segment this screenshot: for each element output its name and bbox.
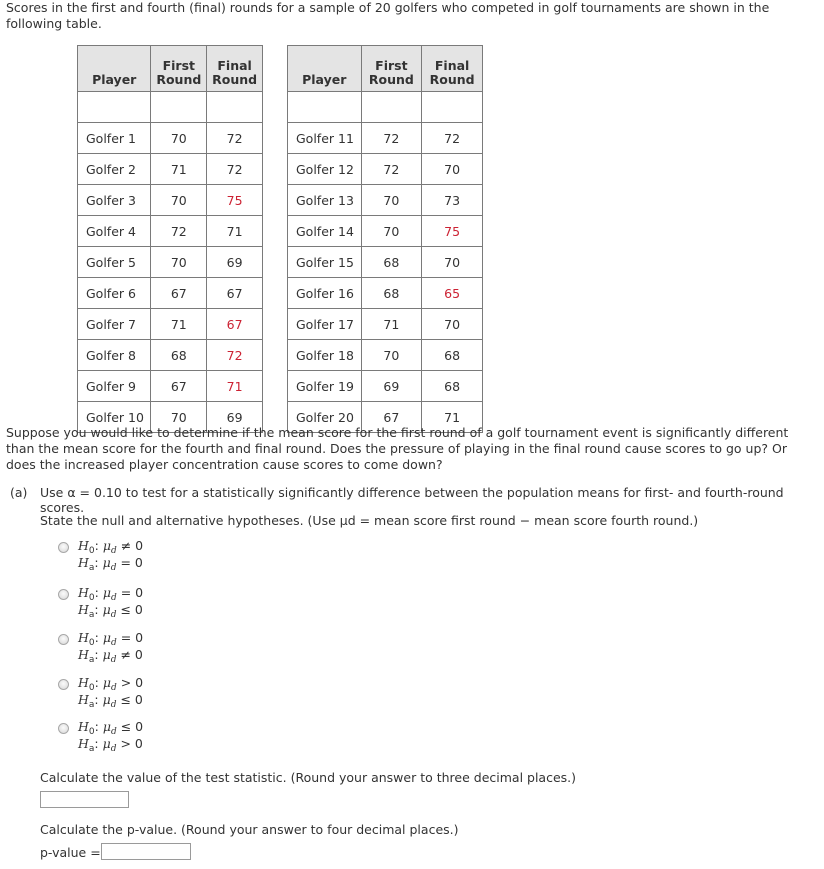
final-round-cell: 68 xyxy=(422,340,483,371)
player-cell: Golfer 10 xyxy=(78,402,151,433)
player-cell: Golfer 2 xyxy=(78,154,151,185)
scores-table-left xyxy=(77,45,263,433)
final-round-cell: 65 xyxy=(422,278,483,309)
table-row xyxy=(288,123,483,154)
final-round-cell: 70 xyxy=(422,309,483,340)
first-round-cell: 67 xyxy=(151,278,207,309)
table-row xyxy=(288,154,483,185)
player-cell: Golfer 7 xyxy=(78,309,151,340)
first-round-cell: 72 xyxy=(361,154,422,185)
first-round-cell: 70 xyxy=(361,185,422,216)
header-final-line1: Final xyxy=(217,58,252,73)
header-player: Player xyxy=(78,46,151,92)
table-row xyxy=(78,154,263,185)
table-row xyxy=(288,185,483,216)
table-row xyxy=(78,247,263,278)
first-round-cell: 69 xyxy=(361,371,422,402)
null-hypothesis: $H_0$: $\mu_d = 0$ xyxy=(78,585,144,603)
table-row xyxy=(288,371,483,402)
final-round-cell: 71 xyxy=(207,371,263,402)
first-round-cell: 72 xyxy=(151,216,207,247)
part-a-label: (a) xyxy=(10,485,28,500)
final-round-cell: 67 xyxy=(207,278,263,309)
p-value-label: p-value = xyxy=(40,845,101,860)
header-first-round xyxy=(361,46,422,92)
first-round-cell: 71 xyxy=(361,309,422,340)
null-hypothesis: $H_0$: $\mu_d = 0$ xyxy=(78,630,144,648)
first-round-cell: 70 xyxy=(361,340,422,371)
table-row xyxy=(288,278,483,309)
table-header-row xyxy=(78,46,263,92)
final-round-cell: 71 xyxy=(422,402,483,433)
table-row xyxy=(288,247,483,278)
player-cell: Golfer 13 xyxy=(288,185,362,216)
final-round-cell: 70 xyxy=(422,247,483,278)
header-first-line2: Round xyxy=(156,72,202,87)
table-row xyxy=(78,340,263,371)
player-cell: Golfer 11 xyxy=(288,123,362,154)
final-round-cell: 69 xyxy=(207,247,263,278)
final-round-cell: 73 xyxy=(422,185,483,216)
header-final-line1: Final xyxy=(434,58,470,73)
first-round-cell: 70 xyxy=(151,247,207,278)
player-cell: Golfer 4 xyxy=(78,216,151,247)
radio-button[interactable] xyxy=(58,723,69,734)
intro-text: Scores in the first and fourth (final) rounds for a sample of 20 golfers who competed in golf tournaments are shown in the following table. xyxy=(6,0,770,31)
final-round-cell: 75 xyxy=(422,216,483,247)
table-row xyxy=(288,309,483,340)
player-cell: Golfer 20 xyxy=(288,402,362,433)
player-cell: Golfer 9 xyxy=(78,371,151,402)
scenario-paragraph: Suppose you would like to determine if the mean score for the first round of a golf tournament event is significantly different than the mean score for the fourth and final round. Does the pressure of playing in the final round cause scores to go up? Or does the increased player concentration cause scores to come down? xyxy=(6,425,789,472)
table-row xyxy=(78,278,263,309)
header-player: Player xyxy=(288,46,362,92)
p-value-input[interactable] xyxy=(101,843,191,860)
first-round-cell: 70 xyxy=(151,402,207,433)
scores-table-right xyxy=(287,45,483,433)
player-cell: Golfer 19 xyxy=(288,371,362,402)
first-round-cell: 70 xyxy=(361,216,422,247)
alternative-hypothesis: $H_a$: $\mu_d = 0$ xyxy=(78,555,143,573)
final-round-cell: 70 xyxy=(422,154,483,185)
radio-button[interactable] xyxy=(58,542,69,553)
final-round-cell: 71 xyxy=(207,216,263,247)
header-first-line2: Round xyxy=(368,72,414,87)
table-header-row xyxy=(288,46,483,92)
first-round-cell: 67 xyxy=(361,402,422,433)
final-round-cell: 72 xyxy=(422,123,483,154)
alternative-hypothesis: $H_a$: $\mu_d \le 0$ xyxy=(78,692,143,710)
header-first-line1: First xyxy=(162,58,196,73)
final-round-cell: 72 xyxy=(207,340,263,371)
table-row xyxy=(78,216,263,247)
player-cell: Golfer 16 xyxy=(288,278,362,309)
first-round-cell: 71 xyxy=(151,309,207,340)
null-hypothesis: $H_0$: $\mu_d > 0$ xyxy=(78,675,144,693)
table-row xyxy=(78,371,263,402)
radio-button[interactable] xyxy=(58,634,69,645)
radio-button[interactable] xyxy=(58,589,69,600)
final-round-cell: 72 xyxy=(207,123,263,154)
first-round-cell: 70 xyxy=(151,185,207,216)
table-row xyxy=(288,340,483,371)
player-cell: Golfer 15 xyxy=(288,247,362,278)
final-round-cell: 75 xyxy=(207,185,263,216)
state-hypotheses-instruction: State the null and alternative hypotheses. (Use μd = mean score first round − mean score fourth round.) xyxy=(40,513,699,528)
p-value-prompt: Calculate the p-value. (Round your answer to four decimal places.) xyxy=(40,822,459,837)
final-round-cell: 69 xyxy=(207,402,263,433)
first-round-cell: 71 xyxy=(151,154,207,185)
table-row xyxy=(78,309,263,340)
player-cell: Golfer 12 xyxy=(288,154,362,185)
table-row xyxy=(288,216,483,247)
header-first-line1: First xyxy=(375,58,408,73)
player-cell: Golfer 3 xyxy=(78,185,151,216)
alternative-hypothesis: $H_a$: $\mu_d \ne 0$ xyxy=(78,647,143,665)
null-hypothesis: $H_0$: $\mu_d \le 0$ xyxy=(78,719,144,737)
final-round-cell: 67 xyxy=(207,309,263,340)
alternative-hypothesis: $H_a$: $\mu_d \le 0$ xyxy=(78,602,143,620)
header-final-round xyxy=(207,46,263,92)
header-final-round xyxy=(422,46,483,92)
player-cell: Golfer 14 xyxy=(288,216,362,247)
player-cell: Golfer 17 xyxy=(288,309,362,340)
header-final-line2: Round xyxy=(212,72,258,87)
first-round-cell: 72 xyxy=(361,123,422,154)
test-statistic-prompt: Calculate the value of the test statistic. (Round your answer to three decimal places.) xyxy=(40,770,577,785)
player-cell: Golfer 8 xyxy=(78,340,151,371)
null-hypothesis: $H_0$: $\mu_d \ne 0$ xyxy=(78,538,144,556)
test-statistic-input[interactable] xyxy=(40,791,129,808)
table-row xyxy=(78,123,263,154)
first-round-cell: 68 xyxy=(361,247,422,278)
player-cell: Golfer 1 xyxy=(78,123,151,154)
header-first-round xyxy=(151,46,207,92)
first-round-cell: 68 xyxy=(151,340,207,371)
player-cell: Golfer 6 xyxy=(78,278,151,309)
alternative-hypothesis: $H_a$: $\mu_d > 0$ xyxy=(78,736,143,754)
header-final-line2: Round xyxy=(429,72,475,87)
final-round-cell: 68 xyxy=(422,371,483,402)
first-round-cell: 70 xyxy=(151,123,207,154)
player-cell: Golfer 5 xyxy=(78,247,151,278)
final-round-cell: 72 xyxy=(207,154,263,185)
radio-button[interactable] xyxy=(58,679,69,690)
player-cell: Golfer 18 xyxy=(288,340,362,371)
first-round-cell: 67 xyxy=(151,371,207,402)
first-round-cell: 68 xyxy=(361,278,422,309)
table-row xyxy=(78,185,263,216)
part-a-text: Use α = 0.10 to test for a statistically significantly difference between the population means for first- and fourth-round scores. xyxy=(40,485,784,515)
